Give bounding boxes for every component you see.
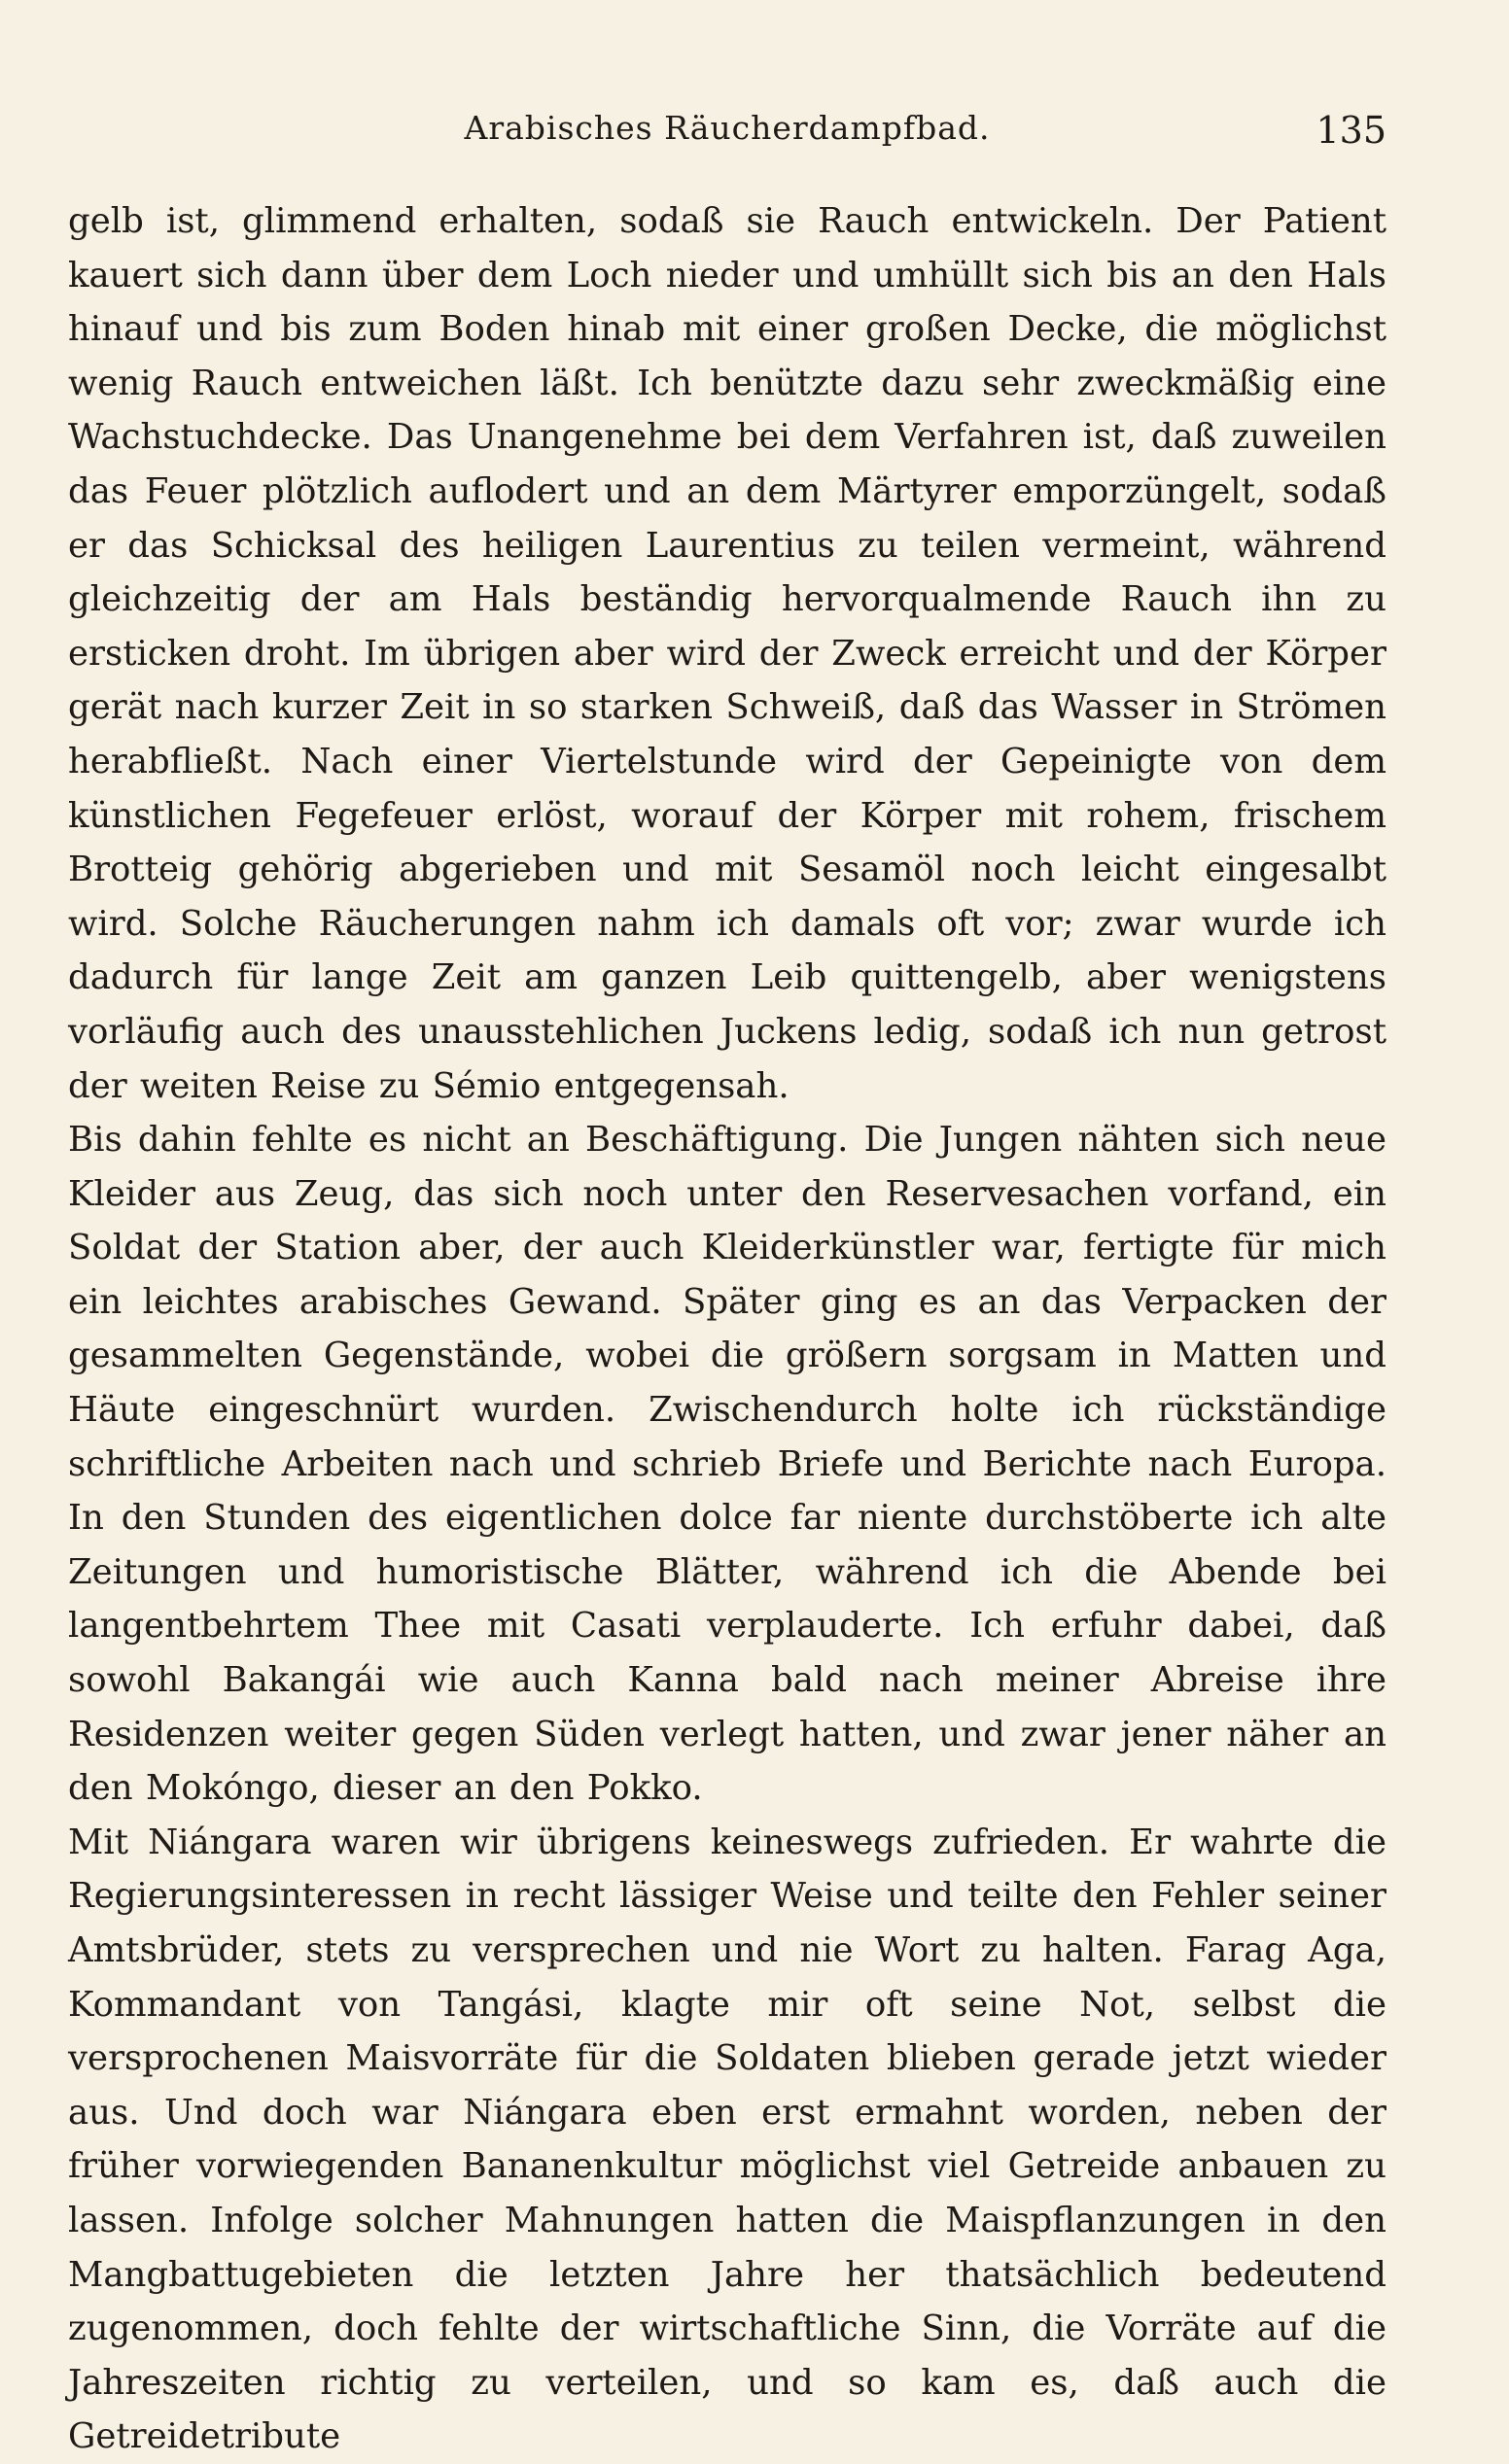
paragraph-1: gelb ist, glimmend erhalten, sodaß sie Rauch entwickeln. Der Patient kauert sich dann über dem Loch nieder und umhüllt sich bis an den Hals hinauf und bis zum Boden hinab mit einer großen Decke, die möglichst wenig Rauch entweichen läßt. Ich benützte dazu sehr zweckmäßig eine Wachstuchdecke. Das Unangenehme bei dem Verfahren ist, daß zuweilen das Feuer plötzlich auflodert und an dem Märtyrer emporzüngelt, sodaß er das Schicksal des heiligen Laurentius zu teilen vermeint, während gleichzeitig der am Hals beständig hervorqualmende Rauch ihn zu ersticken droht. Im übrigen aber wird der Zweck erreicht und der Körper gerät nach kurzer Zeit in so starken Schweiß, daß das Wasser in Strömen herabfließt. Nach einer Viertelstunde wird der Gepeinigte von dem künstlichen Fegefeuer erlöst, worauf der Körper mit rohem, frischem Brotteig gehörig abgerieben und mit Sesamöl noch leicht eingesalbt wird. Solche Räucherungen nahm ich damals oft vor; zwar wurde ich dadurch für lange Zeit am ganzen Leib quittengelb, aber wenigstens vorläufig auch des unausstehlichen Juckens ledig, sodaß ich nun getrost der weiten Reise zu Sémio entgegensah. (68, 201, 1386, 1106)
body-text (68, 194, 1386, 2464)
page-header (68, 109, 1386, 167)
page-number: 135 (1316, 109, 1386, 152)
running-title: Arabisches Räucherdampfbad. (464, 109, 991, 147)
paragraph-3: Mit Niángara waren wir übrigens keineswegs zufrieden. Er wahrte die Regierungsinteressen in recht lässiger Weise und teilte den Fehler seiner Amtsbrüder, stets zu versprechen und nie Wort zu halten. Farag Aga, Kommandant von Tangási, klagte mir oft seine Not, selbst die versprochenen Maisvorräte für die Soldaten blieben gerade jetzt wieder aus. Und doch war Niángara eben erst ermahnt worden, neben der früher vorwiegenden Bananenkultur möglichst viel Getreide anbauen zu lassen. Infolge solcher Mahnungen hatten die Maispflanzungen in den Mangbattugebieten die letzten Jahre her thatsächlich bedeutend zugenommen, doch fehlte der wirtschaftliche Sinn, die Vorräte auf die Jahreszeiten richtig zu verteilen, und so kam es, daß auch die Getreidetribute (68, 1822, 1386, 2457)
paragraph-2: Bis dahin fehlte es nicht an Beschäftigung. Die Jungen nähten sich neue Kleider aus Zeug, das sich noch unter den Reservesachen vorfand, ein Soldat der Station aber, der auch Kleiderkünstler war, fertigte für mich ein leichtes arabisches Gewand. Später ging es an das Verpacken der gesammelten Gegenstände, wobei die größern sorgsam in Matten und Häute eingeschnürt wurden. Zwischendurch holte ich rückständige schriftliche Arbeiten nach und schrieb Briefe und Berichte nach Europa. In den Stunden des eigentlichen dolce far niente durchstöberte ich alte Zeitungen und humoristische Blätter, während ich die Abende bei langentbehrtem Thee mit Casati verplauderte. Ich erfuhr dabei, daß sowohl Bakangái wie auch Kanna bald nach meiner Abreise ihre Residenzen weiter gegen Süden verlegt hatten, und zwar jener näher an den Mokóngo, dieser an den Pokko. (68, 1120, 1386, 1809)
